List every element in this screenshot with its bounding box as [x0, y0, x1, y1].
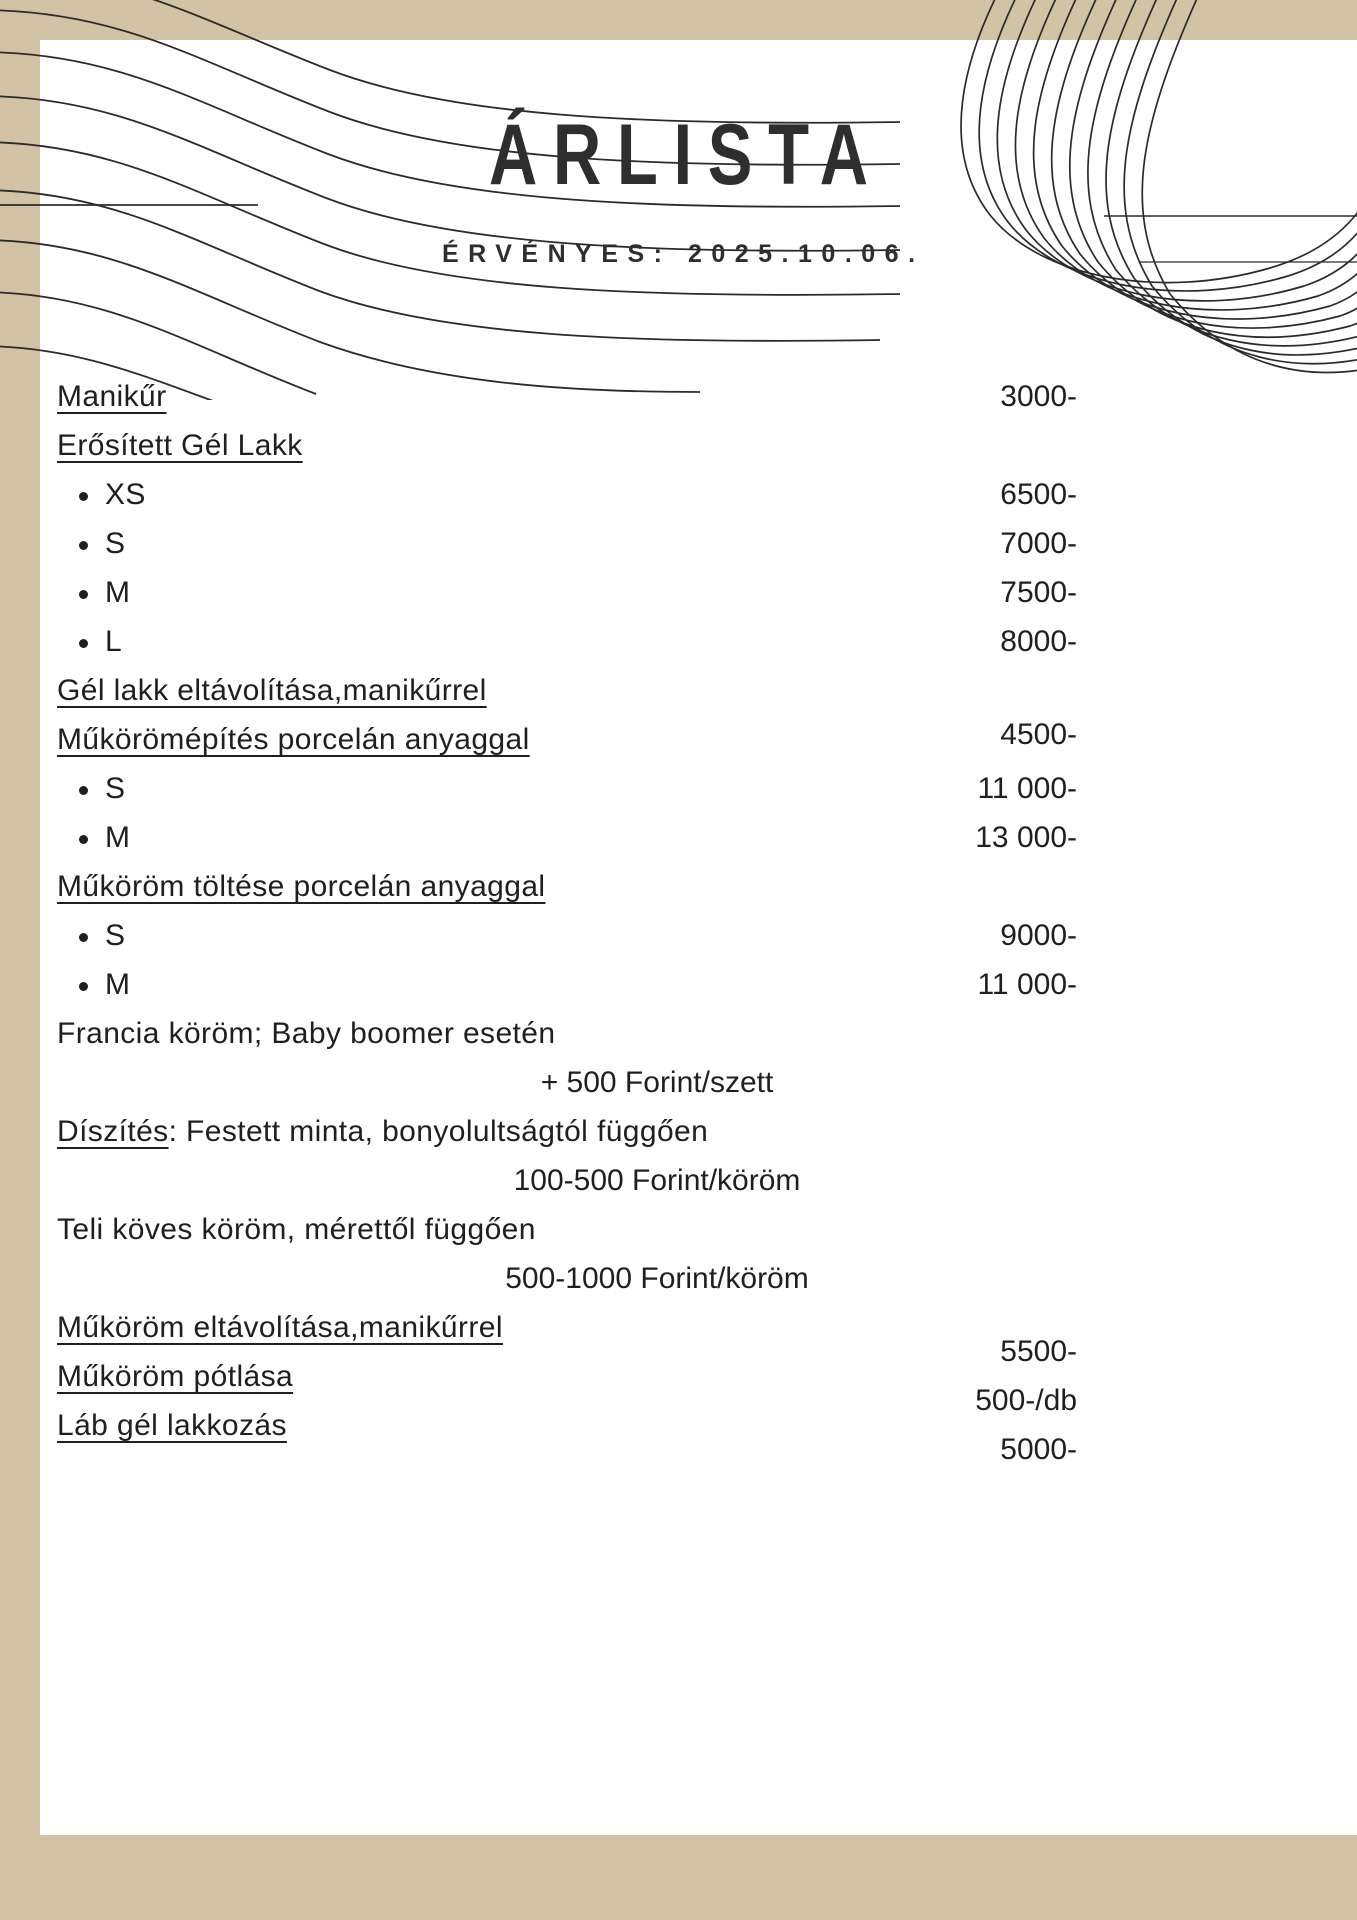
list-item	[57, 921, 1077, 970]
list-item	[57, 1068, 1077, 1117]
service-price: 9000-	[1000, 919, 1077, 952]
list-item	[57, 1117, 1077, 1166]
service-label: Műkörömépítés porcelán anyaggal	[57, 723, 530, 756]
service-label: Műköröm töltése porcelán anyaggal	[57, 870, 546, 903]
size-label: S	[105, 527, 126, 560]
bullet-icon	[79, 590, 88, 599]
list-item	[57, 823, 1077, 872]
service-label: Teli köves köröm, mérettől függően	[57, 1213, 536, 1246]
list-item	[57, 529, 1077, 578]
service-price: 8000-	[1000, 625, 1077, 658]
list-item	[57, 1360, 1077, 1417]
size-label: L	[105, 625, 123, 658]
bullet-icon	[79, 786, 88, 795]
service-price: 7500-	[1000, 576, 1077, 609]
service-price-note: 500-1000 Forint/köröm	[505, 1262, 809, 1295]
bullet-icon	[79, 982, 88, 991]
list-item	[57, 1264, 1077, 1313]
bullet-icon	[79, 933, 88, 942]
service-label-underlined: Díszítés	[57, 1115, 169, 1148]
list-item	[57, 1409, 1077, 1466]
service-label: Francia köröm; Baby boomer esetén	[57, 1017, 556, 1050]
service-price: 11 000-	[977, 772, 1077, 805]
price-list	[57, 380, 1077, 1466]
service-label: Műköröm eltávolítása,manikűrrel	[57, 1311, 503, 1344]
service-label	[57, 1117, 1077, 1147]
list-item	[57, 1215, 1077, 1264]
bullet-icon	[79, 835, 88, 844]
service-label: Erősített Gél Lakk	[57, 429, 303, 462]
list-item	[57, 872, 1077, 921]
service-price: 4500-	[1000, 718, 1077, 751]
service-label-rest: : Festett minta, bonyolultságtól függően	[168, 1115, 709, 1148]
service-price-note: + 500 Forint/szett	[540, 1066, 774, 1099]
list-item	[57, 1019, 1077, 1068]
list-item	[57, 627, 1077, 676]
poster-header	[0, 0, 1357, 269]
bullet-icon	[79, 639, 88, 648]
validity-date: ÉRVÉNYES: 2025.10.06.	[441, 240, 925, 268]
bullet-icon	[79, 541, 88, 550]
list-item	[57, 480, 1077, 529]
list-item	[57, 1311, 1077, 1368]
list-item	[57, 970, 1077, 1019]
service-label: Láb gél lakkozás	[57, 1409, 287, 1442]
size-label: XS	[105, 478, 146, 511]
service-label: Gél lakk eltávolítása,manikűrrel	[57, 674, 487, 707]
service-price: 11 000-	[977, 968, 1077, 1001]
size-label: M	[105, 821, 131, 854]
size-label: S	[105, 919, 126, 952]
service-label: Műköröm pótlása	[57, 1360, 294, 1393]
list-item	[57, 382, 1077, 431]
service-price: 5500-	[1000, 1335, 1077, 1368]
list-item	[57, 1166, 1077, 1215]
list-item	[57, 431, 1077, 480]
service-price: 3000-	[1000, 380, 1077, 413]
size-label: M	[105, 576, 131, 609]
size-label: M	[105, 968, 131, 1001]
service-price: 7000-	[1000, 527, 1077, 560]
service-price-note: 100-500 Forint/köröm	[513, 1164, 801, 1197]
page-title: ÁRLISTA	[488, 107, 884, 203]
list-item	[57, 578, 1077, 627]
bullet-icon	[79, 492, 88, 501]
service-price: 500-/db	[975, 1384, 1077, 1417]
service-price: 13 000-	[975, 821, 1077, 854]
service-label: Manikűr	[57, 380, 167, 413]
size-label: S	[105, 772, 126, 805]
list-item	[57, 774, 1077, 823]
list-item	[57, 725, 1077, 774]
service-price: 6500-	[1000, 478, 1077, 511]
service-price: 5000-	[1000, 1433, 1077, 1466]
